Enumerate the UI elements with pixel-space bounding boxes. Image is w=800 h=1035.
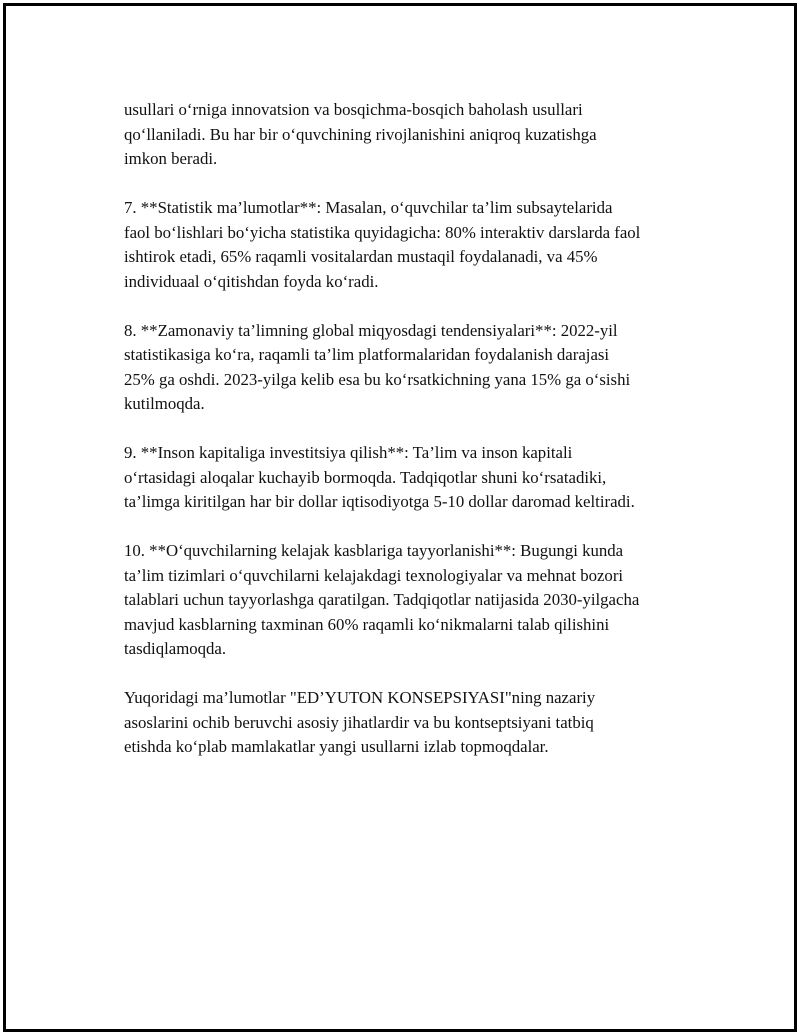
paragraph-conclusion: Yuqoridagi ma’lumotlar "ED’YUTON KONSEPSIYASI"ning nazariy asoslarini ochib beruvchi asosiy jihatlardir va bu kontseptsiyani tatbiq etishda ko‘plab mamlakatlar yangi usullarni izlab topmoqdalar. [124,688,596,756]
paragraph-future-careers: 10. **O‘quvchilarning kelajak kasblariga tayyorlanishi**: Bugungi kunda ta’lim tizimlari o‘quvchilarni kelajakdagi texnologiyalar va mehnat bozori talablari uchun tayyorlashga qaratilgan. Tadqiqotlar natijasida 2030-yilgacha mavjud kasblarning taxminan 60% raqamli ko‘nikmalarni talab qilishini tasdiqlamoqda. [124,541,640,658]
paragraph-human-capital: 9. **Inson kapitaliga investitsiya qilish**: Ta’lim va inson kapitali o‘rtasidagi aloqalar kuchayib bormoqda. Tadqiqotlar shuni ko‘rsatadiki, ta’limga kiritilgan har bir dollar iqtisodiyotga 5-10 dollar daromad keltiradi. [124,443,635,511]
page-frame [3,3,797,1032]
paragraph-statistics: 7. **Statistik ma’lumotlar**: Masalan, o‘quvchilar ta’lim subsaytelarida faol bo‘lishlari bo‘yicha statistika quyidagicha: 80% interaktiv darslarda faol ishtirok etadi, 65% raqamli vositalardan mustaqil foydalanadi, va 45% individuaal o‘qitishdan foyda ko‘radi. [124,198,641,291]
paragraph-assessment-methods: usullari o‘rniga innovatsion va bosqichma-bosqich baholash usullari qo‘llaniladi. Bu har bir o‘quvchining rivojlanishini aniqroq kuzatishga imkon beradi. [124,100,597,168]
paragraph-global-trends: 8. **Zamonaviy ta’limning global miqyosdagi tendensiyalari**: 2022-yil statistikasiga ko‘ra, raqamli ta’lim platformalaridan foydalanish darajasi 25% ga oshdi. 2023-yilga kelib esa bu ko‘rsatkichning yana 15% ga o‘sishi kutilmoqda. [124,320,631,413]
document-body [124,98,704,784]
